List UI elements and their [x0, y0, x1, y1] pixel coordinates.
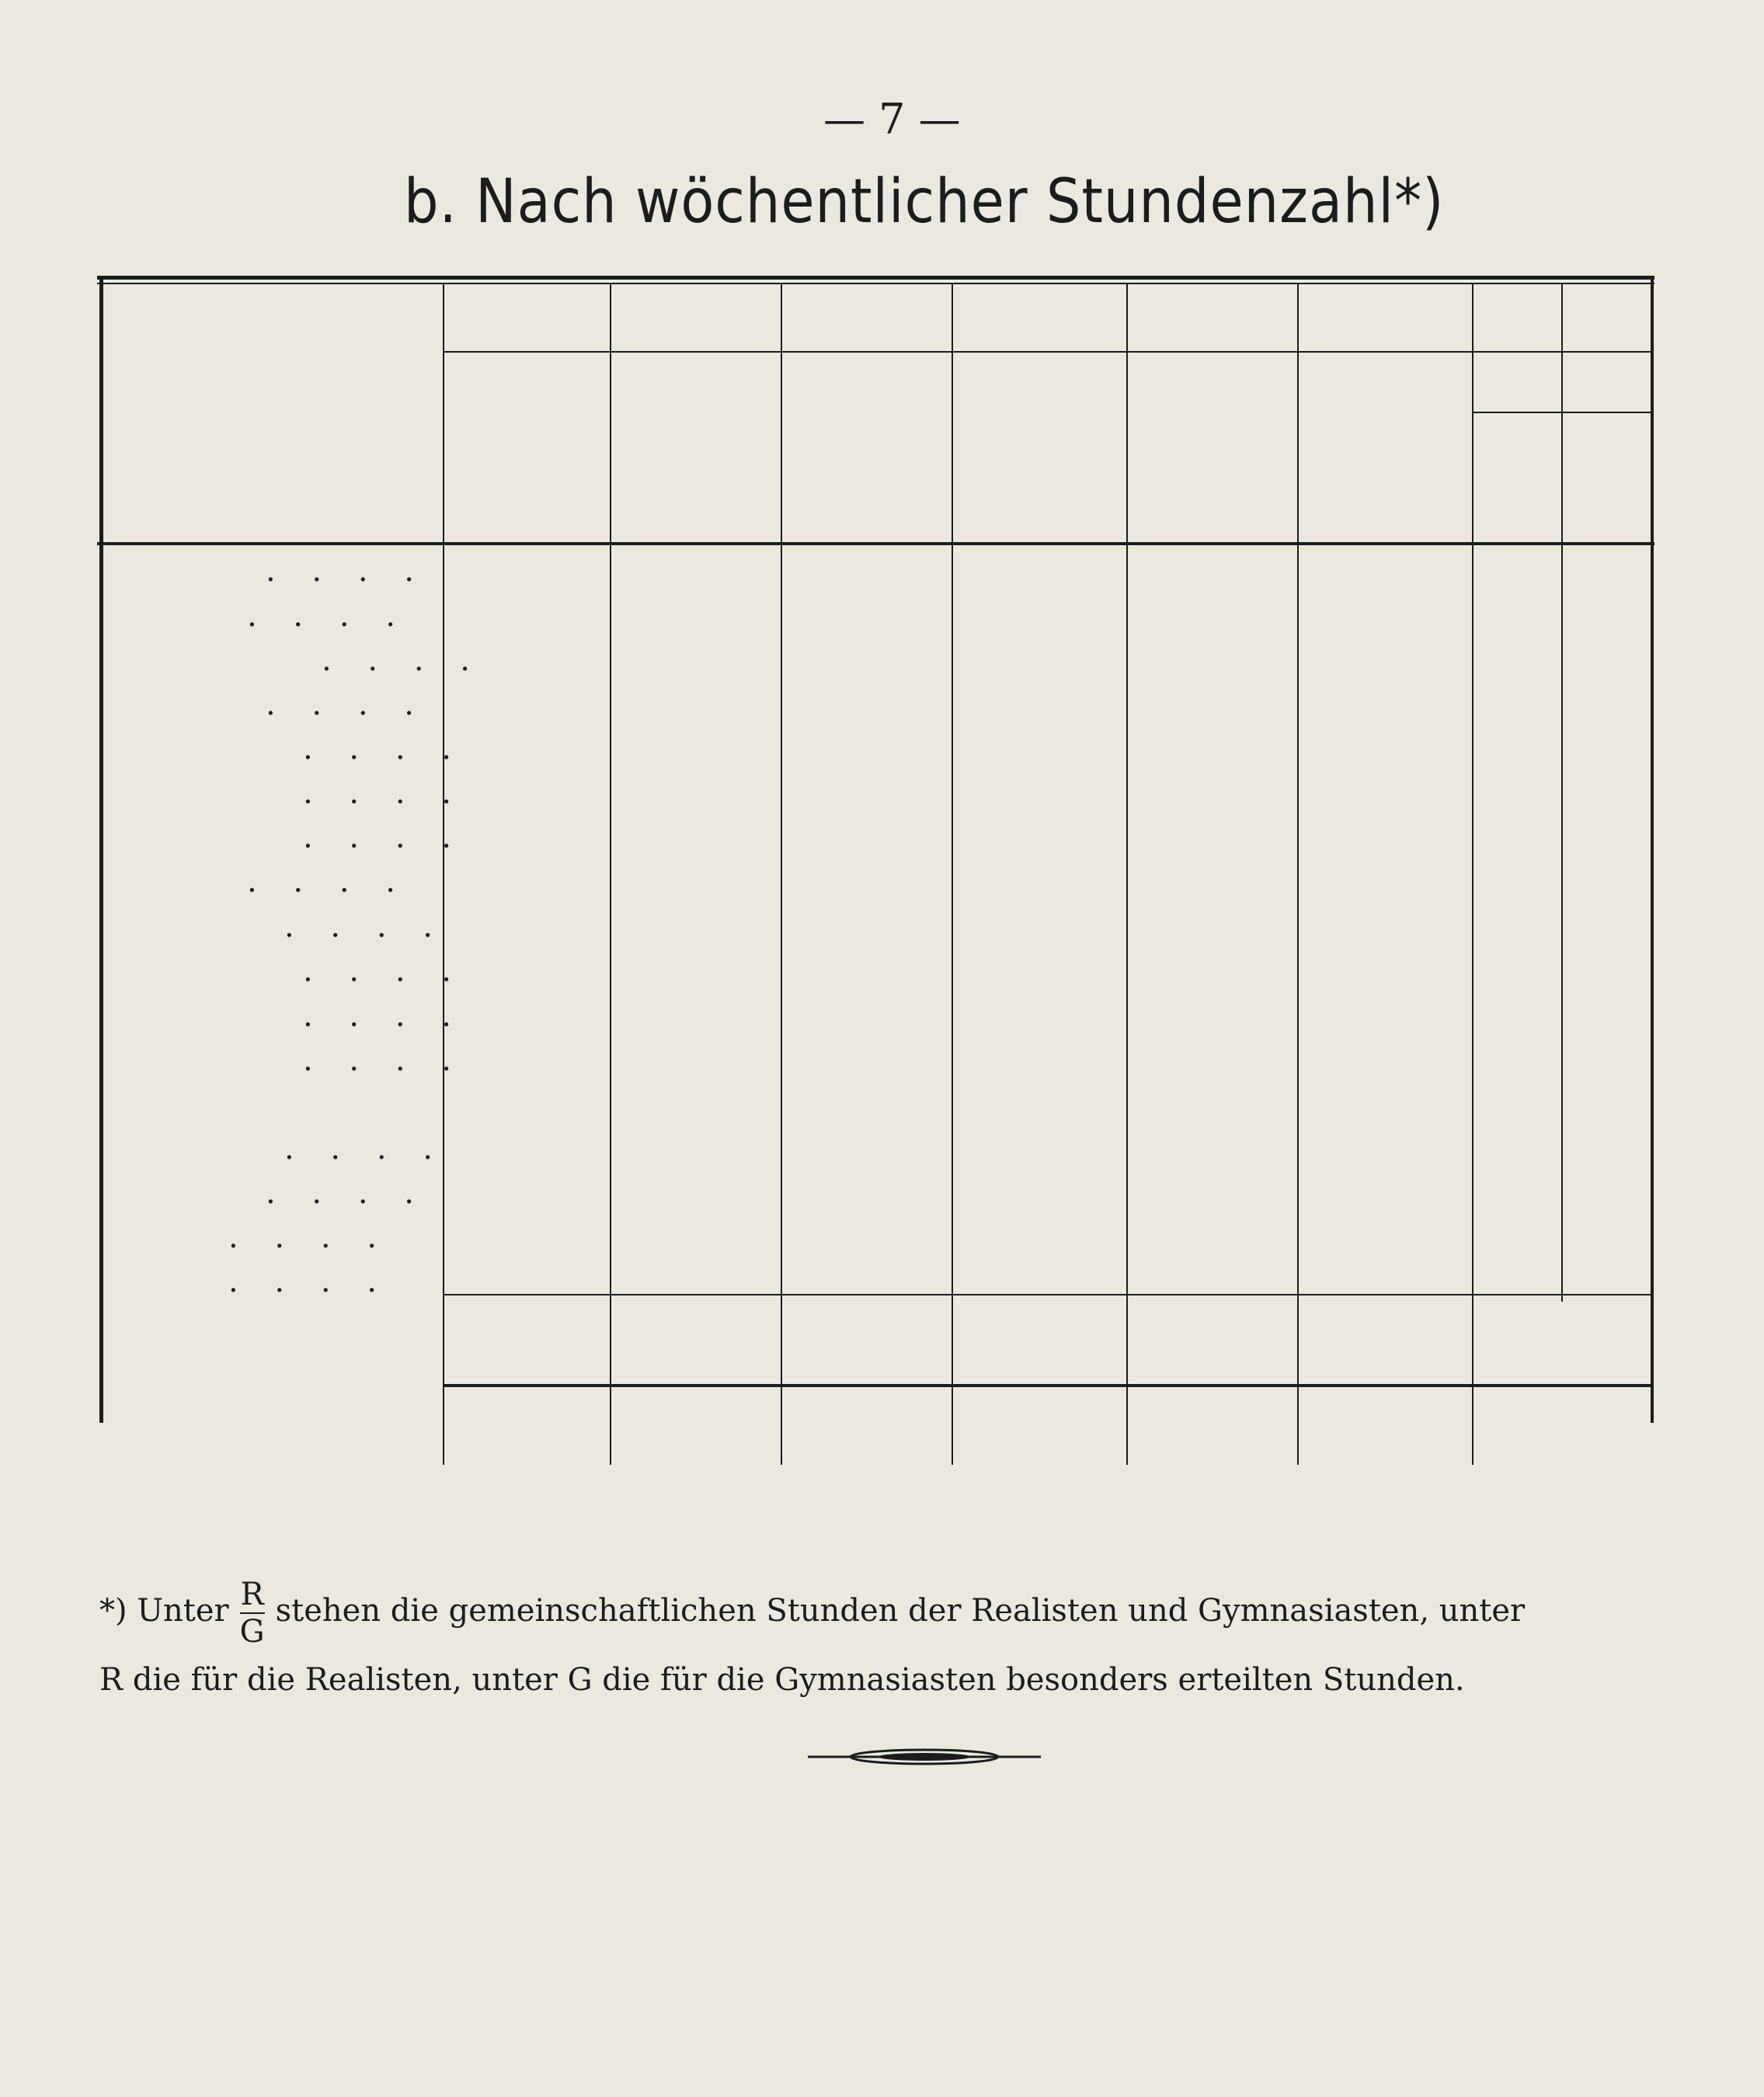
fraction-top: R [240, 1577, 264, 1612]
row-leader: . . . . [284, 909, 447, 944]
row-leader: . . . . [266, 687, 428, 722]
row-leader: . . . . [284, 1131, 447, 1167]
row-leader: . . . . [303, 731, 465, 767]
class-divider [1126, 284, 1128, 1465]
table-top-rule [97, 276, 1654, 280]
row-leader: . . . . [228, 1219, 391, 1255]
row-leader: . . . . [247, 598, 409, 634]
row-leader: . . . . [303, 775, 465, 811]
row-leader: . . . . [266, 1175, 428, 1211]
footnote-prefix: *) Unter [99, 1593, 229, 1629]
class-divider [1472, 284, 1473, 1465]
row-leader: . . . . [247, 864, 409, 899]
header-class-rule [443, 351, 1651, 353]
page-title: b. Nach wöchentlicher Stundenzahl*) [404, 167, 1445, 237]
zusammen-rule [443, 1384, 1651, 1387]
header-bottom-rule [97, 542, 1654, 545]
subtotal-rule [443, 1294, 1651, 1295]
row-leader: . . . . [322, 642, 484, 678]
table-left-border [99, 280, 103, 1423]
row-leader: . . . . [228, 1264, 391, 1299]
class-divider [781, 284, 782, 1465]
class-divider [610, 284, 611, 1465]
row-leader: . . . . [303, 953, 465, 989]
ornament-divider [808, 1746, 1041, 1768]
row-leader: . . . . [303, 1042, 465, 1078]
class-divider [1297, 284, 1299, 1465]
row-leader: . . . . [303, 819, 465, 855]
page-number: — 7 — [823, 95, 961, 144]
footnote-line1: stehen die gemeinschaftlichen Stunden der Realisten und Gymnasiasten, unter [275, 1593, 1526, 1629]
class-divider [1561, 284, 1563, 1302]
table-top-rule-thin [97, 283, 1654, 284]
fraction-bottom: G [239, 1614, 265, 1650]
row-leader: . . . . [303, 998, 465, 1034]
row-leader: . . . . [266, 553, 428, 589]
class-divider [443, 284, 444, 1465]
class-divider [952, 284, 953, 1465]
footnote [99, 1577, 1661, 1710]
footnote-fraction [240, 1577, 265, 1650]
footnote-line2: R die für die Realisten, unter G die für die Gymnasiasten besonders erteilten Stunden. [99, 1662, 1465, 1698]
table-right-border [1651, 280, 1654, 1423]
